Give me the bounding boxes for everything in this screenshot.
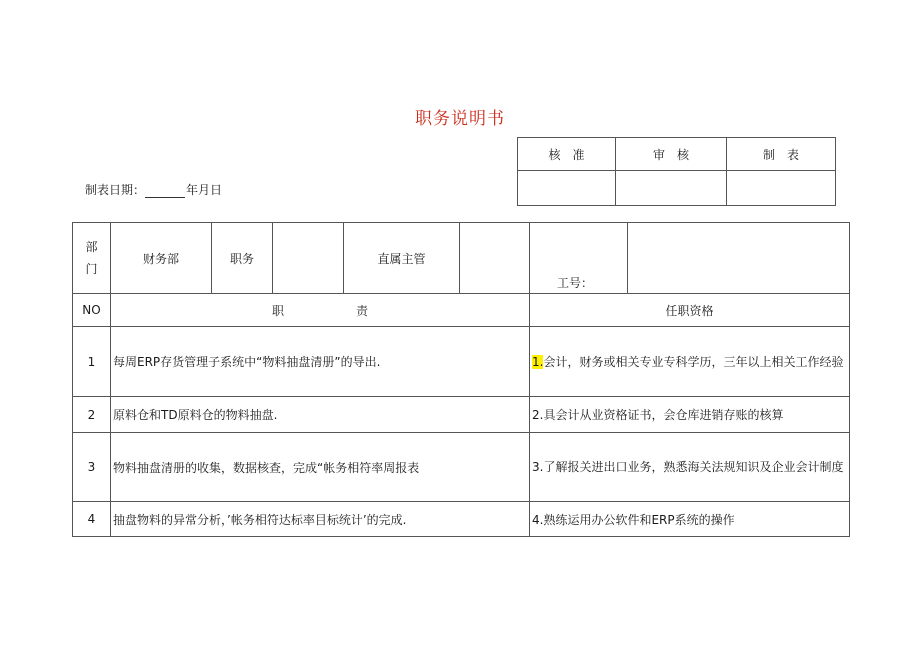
qualification-text: 4.熟练运用办公软件和ERP系统的操作 xyxy=(530,502,850,537)
dept-label-line1: 部 xyxy=(85,240,98,254)
row-no: 2 xyxy=(73,397,111,433)
supervisor-label: 直属主管 xyxy=(344,223,460,294)
dept-label-line2: 门 xyxy=(85,262,98,276)
col-header-no: NO xyxy=(73,294,111,327)
dept-label-cell xyxy=(73,223,111,294)
approval-header-prepared: 制 表 xyxy=(727,138,836,171)
position-label: 职务 xyxy=(212,223,273,294)
duty-text: 原料仓和TD原料仓的物料抽盘. xyxy=(111,397,530,433)
date-line xyxy=(85,181,222,198)
duty-text: 抽盘物料的异常分析，’帐务相符达标率目标统计’的完成. xyxy=(111,502,530,537)
approval-table xyxy=(517,137,836,206)
date-blank[interactable] xyxy=(145,197,185,198)
approval-header-approve: 核 准 xyxy=(518,138,616,171)
approval-header-review: 审 核 xyxy=(616,138,727,171)
qualification-text: 3.了解报关进出口业务，熟悉海关法规知识及企业会计制度 xyxy=(530,433,850,502)
date-suffix: 年月日 xyxy=(186,183,223,197)
dept-value: 财务部 xyxy=(111,223,212,294)
col-header-qualifications: 任职资格 xyxy=(530,294,850,327)
employee-no-label: 工号： xyxy=(530,223,628,294)
qualification-body: 会计，财务或相关专业专科学历，三年以上相关工作经验 xyxy=(543,354,844,369)
job-description-table xyxy=(72,222,850,537)
duty-text: 每周ERP存货管理子系统中“物料抽盘清册”的导出. xyxy=(111,327,530,397)
col-header-duties: 职 责 xyxy=(111,294,530,327)
employee-no-value[interactable] xyxy=(628,223,850,294)
supervisor-value[interactable] xyxy=(460,223,530,294)
row-no: 3 xyxy=(73,433,111,502)
qualification-text xyxy=(530,327,850,397)
position-value[interactable] xyxy=(273,223,344,294)
duty-text: 物料抽盘清册的收集，数据核查，完成“帐务相符率周报表 xyxy=(111,433,530,502)
highlight-mark: 1. xyxy=(532,354,544,369)
document-title: 职务说明书 xyxy=(415,109,505,129)
approval-cell-prepared[interactable] xyxy=(727,171,836,206)
approval-cell-approve[interactable] xyxy=(518,171,616,206)
date-label: 制表日期： xyxy=(85,183,146,197)
row-no: 1 xyxy=(73,327,111,397)
approval-cell-review[interactable] xyxy=(616,171,727,206)
row-no: 4 xyxy=(73,502,111,537)
qualification-text: 2.具会计从业资格证书，会仓库进销存账的核算 xyxy=(530,397,850,433)
